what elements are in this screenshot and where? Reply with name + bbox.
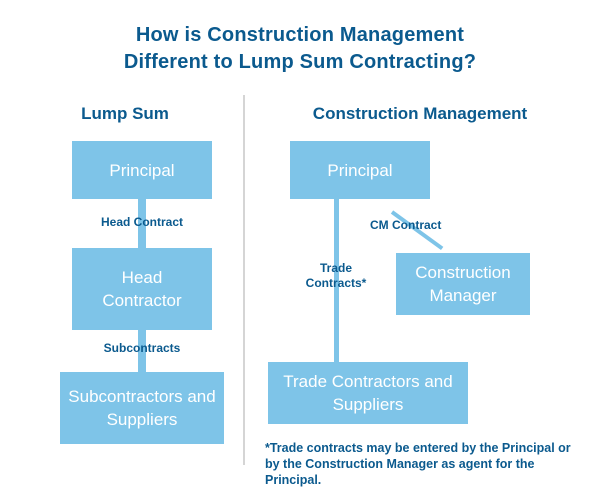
label-head-contract: Head Contract xyxy=(100,215,183,229)
label-trade-contracts: Trade Contracts* xyxy=(305,261,367,290)
column-heading-construction-management: Construction Management xyxy=(312,104,528,123)
column-divider xyxy=(243,95,245,465)
label-subcontracts: Subcontracts xyxy=(103,341,181,355)
box-subcontractors-and-suppliers: Subcontractors and Suppliers xyxy=(60,372,224,444)
box-trade-contractors-and-suppliers: Trade Contractors and Suppliers xyxy=(268,362,468,424)
box-lump-sum-principal: Principal xyxy=(72,141,212,199)
title-line-1: How is Construction Management xyxy=(135,24,465,46)
column-heading-lump-sum: Lump Sum xyxy=(81,104,169,123)
label-cm-contract: CM Contract xyxy=(370,218,442,232)
box-construction-manager: Construction Manager xyxy=(396,253,530,315)
box-cm-principal: Principal xyxy=(290,141,430,199)
footnote-trade-contracts: *Trade contracts may be entered by the Principal or by the Construction Manager as agent for the Principal. xyxy=(265,441,571,487)
title-line-2: Different to Lump Sum Contracting? xyxy=(123,51,477,73)
box-head-contractor: Head Contractor xyxy=(72,248,212,330)
page-title xyxy=(0,22,600,76)
